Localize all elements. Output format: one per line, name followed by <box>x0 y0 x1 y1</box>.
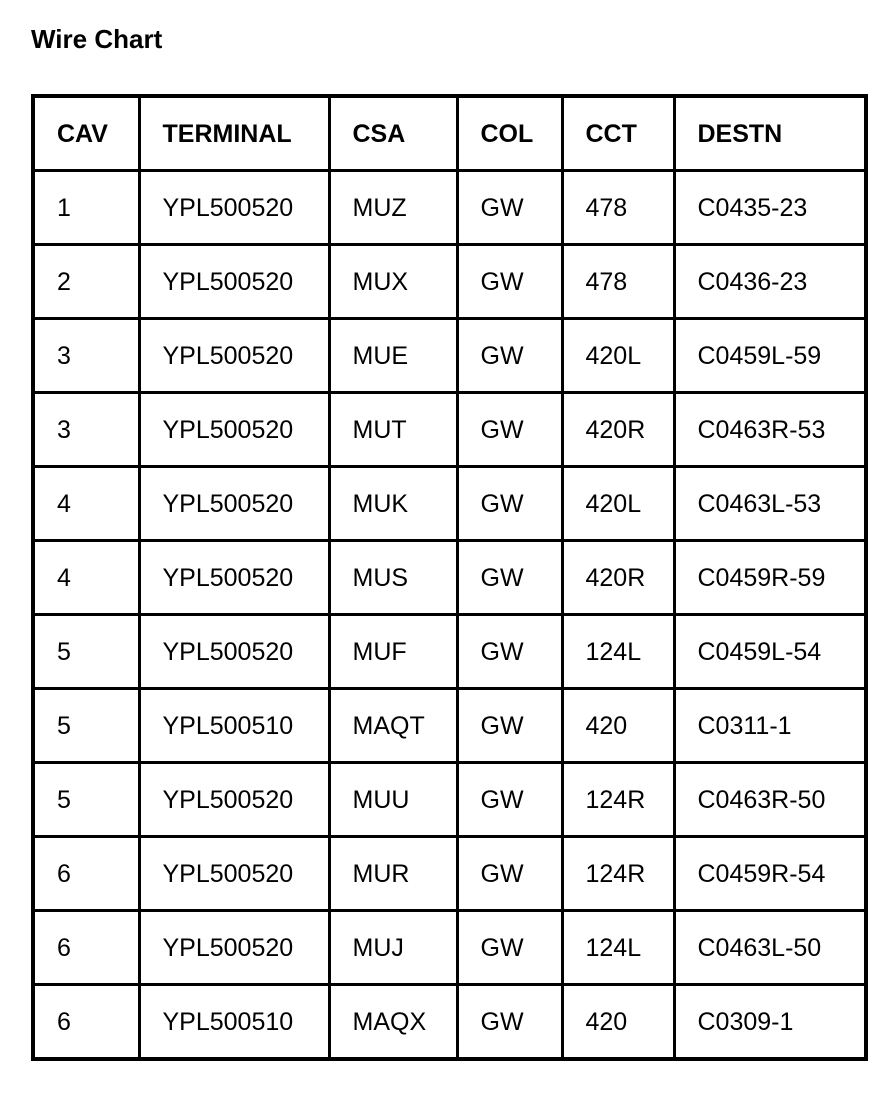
table-row <box>33 319 866 393</box>
cell-csa: MUR <box>329 837 457 911</box>
cell-col: GW <box>457 689 562 763</box>
cell-col: GW <box>457 319 562 393</box>
cell-cct: 478 <box>562 171 674 245</box>
table-row <box>33 541 866 615</box>
column-header-terminal: TERMINAL <box>139 96 329 171</box>
cell-cav: 2 <box>33 245 139 319</box>
cell-cct: 420R <box>562 393 674 467</box>
cell-destn: C0459R-54 <box>674 837 866 911</box>
cell-cct: 420L <box>562 467 674 541</box>
table-row <box>33 837 866 911</box>
cell-col: GW <box>457 541 562 615</box>
cell-cav: 6 <box>33 911 139 985</box>
cell-destn: C0459L-54 <box>674 615 866 689</box>
cell-csa: MUJ <box>329 911 457 985</box>
cell-csa: MUE <box>329 319 457 393</box>
table-row <box>33 171 866 245</box>
cell-terminal: YPL500510 <box>139 689 329 763</box>
cell-destn: C0459R-59 <box>674 541 866 615</box>
cell-destn: C0311-1 <box>674 689 866 763</box>
cell-col: GW <box>457 467 562 541</box>
cell-csa: MAQX <box>329 985 457 1060</box>
table-row <box>33 911 866 985</box>
cell-terminal: YPL500520 <box>139 763 329 837</box>
cell-terminal: YPL500520 <box>139 911 329 985</box>
cell-cct: 420 <box>562 689 674 763</box>
column-header-cct: CCT <box>562 96 674 171</box>
cell-cct: 420 <box>562 985 674 1060</box>
cell-col: GW <box>457 911 562 985</box>
cell-destn: C0435-23 <box>674 171 866 245</box>
table-row <box>33 467 866 541</box>
cell-cct: 420L <box>562 319 674 393</box>
cell-cav: 4 <box>33 541 139 615</box>
cell-cav: 3 <box>33 393 139 467</box>
cell-col: GW <box>457 837 562 911</box>
column-header-cav: CAV <box>33 96 139 171</box>
column-header-csa: CSA <box>329 96 457 171</box>
cell-cav: 4 <box>33 467 139 541</box>
cell-destn: C0436-23 <box>674 245 866 319</box>
cell-cav: 5 <box>33 689 139 763</box>
table-row <box>33 985 866 1060</box>
table-row <box>33 615 866 689</box>
page-title: Wire Chart <box>31 24 163 54</box>
cell-cct: 124L <box>562 615 674 689</box>
cell-destn: C0463R-53 <box>674 393 866 467</box>
cell-terminal: YPL500520 <box>139 837 329 911</box>
cell-terminal: YPL500520 <box>139 393 329 467</box>
cell-cct: 124L <box>562 911 674 985</box>
cell-cct: 124R <box>562 763 674 837</box>
table-row <box>33 689 866 763</box>
cell-csa: MUU <box>329 763 457 837</box>
cell-destn: C0309-1 <box>674 985 866 1060</box>
cell-col: GW <box>457 763 562 837</box>
cell-cct: 420R <box>562 541 674 615</box>
column-header-col: COL <box>457 96 562 171</box>
cell-col: GW <box>457 245 562 319</box>
cell-csa: MUX <box>329 245 457 319</box>
table-row <box>33 245 866 319</box>
cell-col: GW <box>457 393 562 467</box>
cell-col: GW <box>457 171 562 245</box>
cell-csa: MUT <box>329 393 457 467</box>
cell-col: GW <box>457 615 562 689</box>
table-header-row <box>33 96 866 171</box>
cell-csa: MAQT <box>329 689 457 763</box>
cell-terminal: YPL500520 <box>139 171 329 245</box>
cell-cav: 5 <box>33 763 139 837</box>
table-row <box>33 763 866 837</box>
cell-destn: C0463R-50 <box>674 763 866 837</box>
table-row <box>33 393 866 467</box>
cell-cav: 1 <box>33 171 139 245</box>
cell-terminal: YPL500520 <box>139 245 329 319</box>
cell-cav: 3 <box>33 319 139 393</box>
cell-terminal: YPL500520 <box>139 541 329 615</box>
column-header-destn: DESTN <box>674 96 866 171</box>
cell-cct: 124R <box>562 837 674 911</box>
cell-csa: MUF <box>329 615 457 689</box>
cell-terminal: YPL500520 <box>139 467 329 541</box>
wire-chart-table <box>31 94 868 1061</box>
cell-cct: 478 <box>562 245 674 319</box>
cell-col: GW <box>457 985 562 1060</box>
cell-csa: MUZ <box>329 171 457 245</box>
cell-terminal: YPL500510 <box>139 985 329 1060</box>
cell-cav: 5 <box>33 615 139 689</box>
cell-csa: MUK <box>329 467 457 541</box>
table-body <box>33 171 866 1060</box>
cell-destn: C0459L-59 <box>674 319 866 393</box>
cell-cav: 6 <box>33 985 139 1060</box>
cell-destn: C0463L-53 <box>674 467 866 541</box>
cell-csa: MUS <box>329 541 457 615</box>
cell-destn: C0463L-50 <box>674 911 866 985</box>
cell-terminal: YPL500520 <box>139 319 329 393</box>
cell-terminal: YPL500520 <box>139 615 329 689</box>
cell-cav: 6 <box>33 837 139 911</box>
